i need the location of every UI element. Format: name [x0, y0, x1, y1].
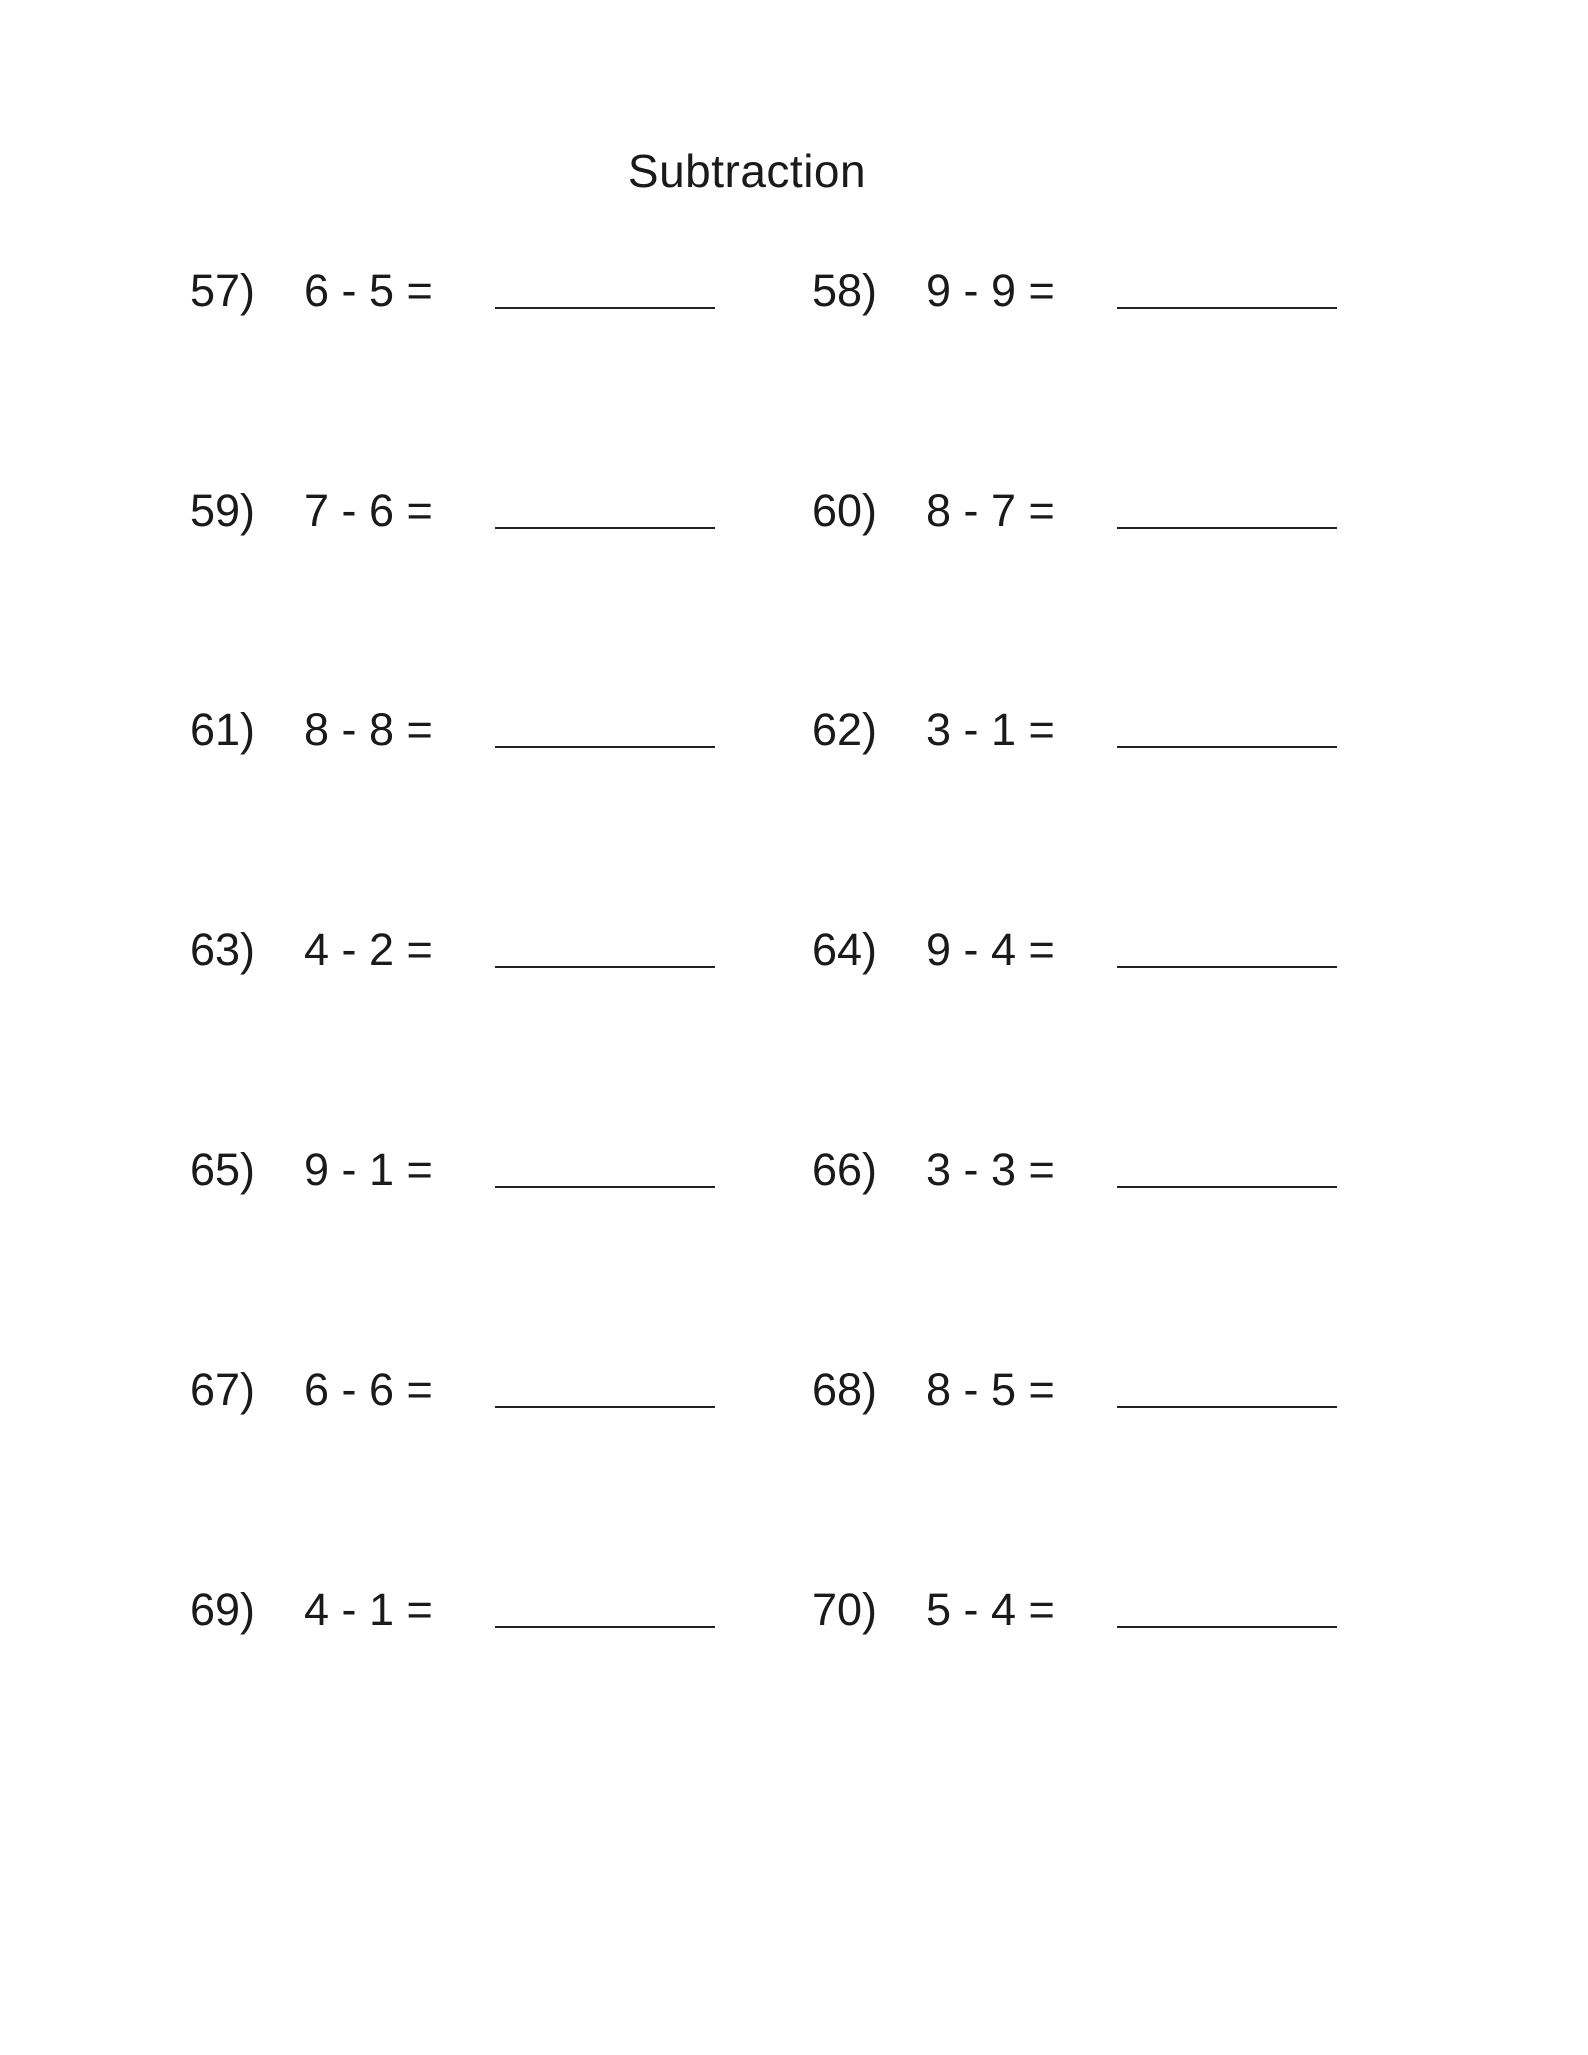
problem-number: 59) — [190, 485, 256, 536]
worksheet-title: Subtraction — [627, 145, 867, 197]
problem-number: 60) — [812, 485, 878, 536]
answer-blank[interactable] — [1117, 527, 1337, 529]
problem-expression: 4 - 2 = — [304, 924, 433, 975]
problem-number: 64) — [812, 924, 878, 975]
answer-blank[interactable] — [495, 746, 715, 748]
problem-number: 67) — [190, 1364, 256, 1415]
problem-expression: 4 - 1 = — [304, 1584, 433, 1635]
problem-expression: 6 - 6 = — [304, 1364, 433, 1415]
problem-expression: 8 - 5 = — [926, 1364, 1055, 1415]
problem-number: 66) — [812, 1144, 878, 1195]
answer-blank[interactable] — [495, 1626, 715, 1628]
answer-blank[interactable] — [495, 307, 715, 309]
answer-blank[interactable] — [495, 1186, 715, 1188]
answer-blank[interactable] — [1117, 1406, 1337, 1408]
answer-blank[interactable] — [1117, 966, 1337, 968]
problem-expression: 9 - 9 = — [926, 265, 1055, 316]
problem-number: 61) — [190, 704, 256, 755]
answer-blank[interactable] — [495, 527, 715, 529]
problem-expression: 8 - 7 = — [926, 485, 1055, 536]
answer-blank[interactable] — [1117, 746, 1337, 748]
problem-number: 69) — [190, 1584, 256, 1635]
problem-expression: 5 - 4 = — [926, 1584, 1055, 1635]
answer-blank[interactable] — [495, 1406, 715, 1408]
problem-number: 70) — [812, 1584, 878, 1635]
problem-expression: 9 - 1 = — [304, 1144, 433, 1195]
problem-number: 63) — [190, 924, 256, 975]
problem-expression: 8 - 8 = — [304, 704, 433, 755]
answer-blank[interactable] — [1117, 307, 1337, 309]
problem-expression: 3 - 1 = — [926, 704, 1055, 755]
problem-expression: 9 - 4 = — [926, 924, 1055, 975]
problem-number: 65) — [190, 1144, 256, 1195]
problem-number: 57) — [190, 265, 256, 316]
problem-number: 68) — [812, 1364, 878, 1415]
answer-blank[interactable] — [495, 966, 715, 968]
problem-expression: 3 - 3 = — [926, 1144, 1055, 1195]
problem-expression: 6 - 5 = — [304, 265, 433, 316]
problem-number: 58) — [812, 265, 878, 316]
answer-blank[interactable] — [1117, 1626, 1337, 1628]
answer-blank[interactable] — [1117, 1186, 1337, 1188]
problem-number: 62) — [812, 704, 878, 755]
problem-expression: 7 - 6 = — [304, 485, 433, 536]
